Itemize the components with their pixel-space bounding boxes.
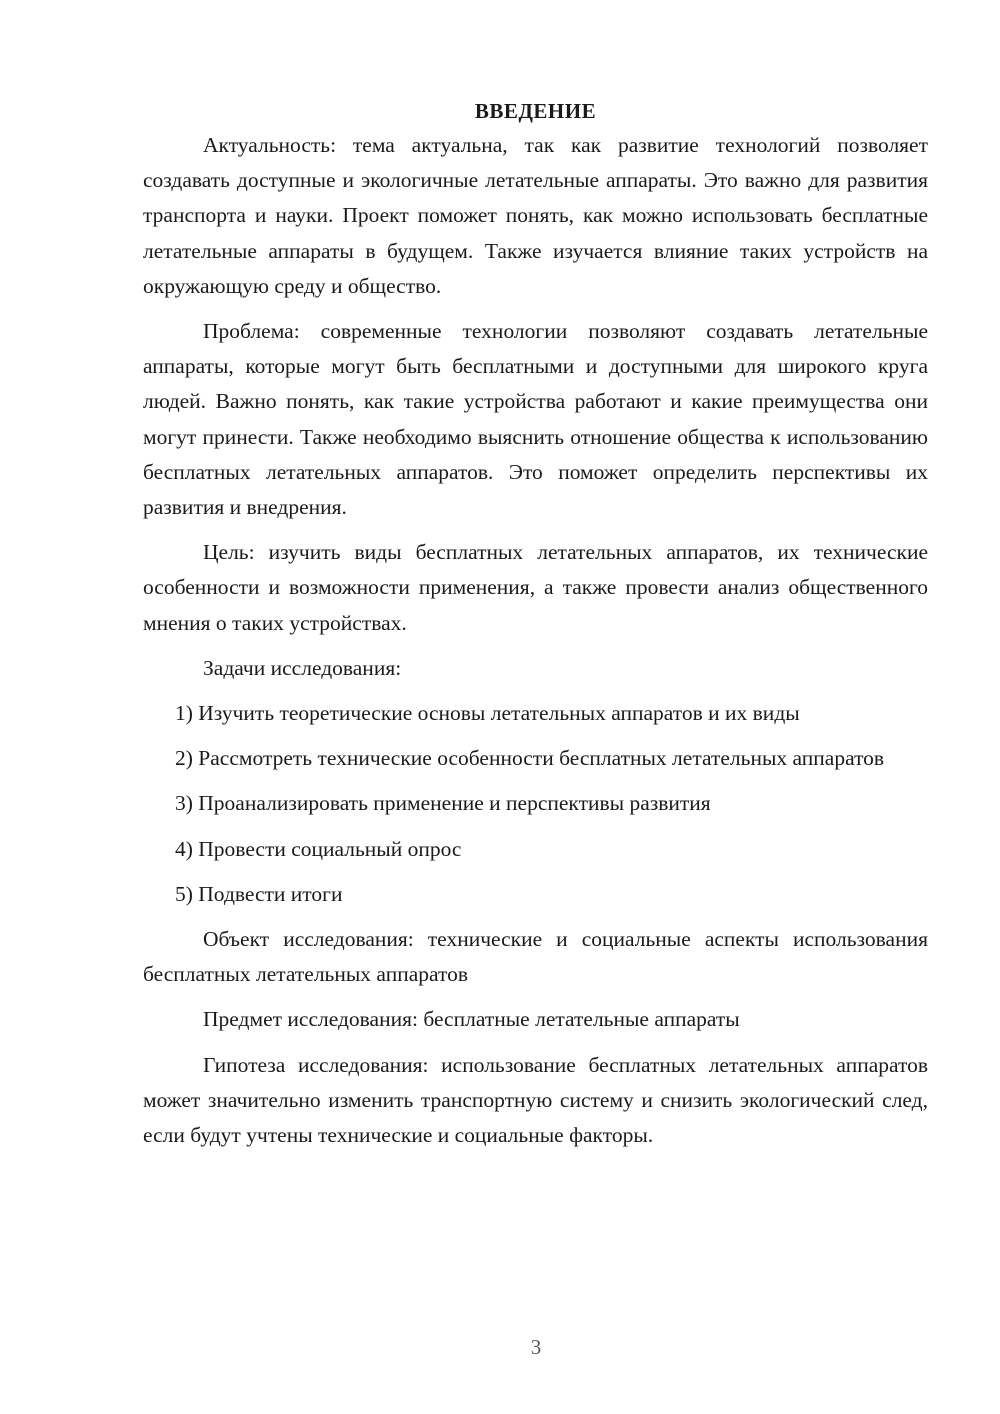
document-page — [143, 96, 928, 1163]
task-item-3: 3) Проанализировать применение и перспективы развития — [175, 791, 711, 816]
tasks-heading: Задачи исследования: — [203, 655, 402, 680]
paragraph-object: Объект исследования: технические и социальные аспекты использования бесплатных летательных аппаратов — [143, 927, 928, 987]
paragraph-goal: Цель: изучить виды бесплатных летательных аппаратов, их технические особенности и возможности применения, а также провести анализ общественного мнения о таких устройствах. — [143, 540, 928, 635]
task-item-2: 2) Рассмотреть технические особенности бесплатных летательных аппаратов — [175, 746, 885, 771]
paragraph-hypothesis: Гипотеза исследования: использование бесплатных летательных аппаратов может значительно изменить транспортную систему и снизить экологический след, если будут учтены технические и социальные факторы. — [143, 1052, 928, 1148]
paragraph-subject: Предмет исследования: бесплатные летательные аппараты — [203, 1007, 740, 1032]
paragraph-problem: Проблема: современные технологии позволяют создавать летательные аппараты, которые могут быть бесплатными и доступными для широкого круга людей. Важно понять, как такие устройства работают и какие преимущества они могут принести. Также необходимо выяснить отношение общества к использованию бесплатных летательных аппаратов. Это поможет определить перспективы их развития и внедрения. — [143, 319, 928, 520]
task-item-4: 4) Провести социальный опрос — [175, 836, 462, 861]
document-title: ВВЕДЕНИЕ — [474, 99, 597, 123]
task-item-5: 5) Подвести итоги — [175, 881, 343, 906]
task-item-1: 1) Изучить теоретические основы летательных аппаратов и их виды — [175, 701, 800, 726]
paragraph-relevance: Актуальность: тема актуальна, так как развитие технологий позволяет создавать доступные и экологичные летательные аппараты. Это важно для развития транспорта и науки. Проект поможет понять, как можно использовать бесплатные летательные аппараты в будущем. Также изучается влияние таких устройств на окружающую среду и общество. — [143, 133, 928, 298]
page-number: 3 — [530, 1335, 542, 1359]
